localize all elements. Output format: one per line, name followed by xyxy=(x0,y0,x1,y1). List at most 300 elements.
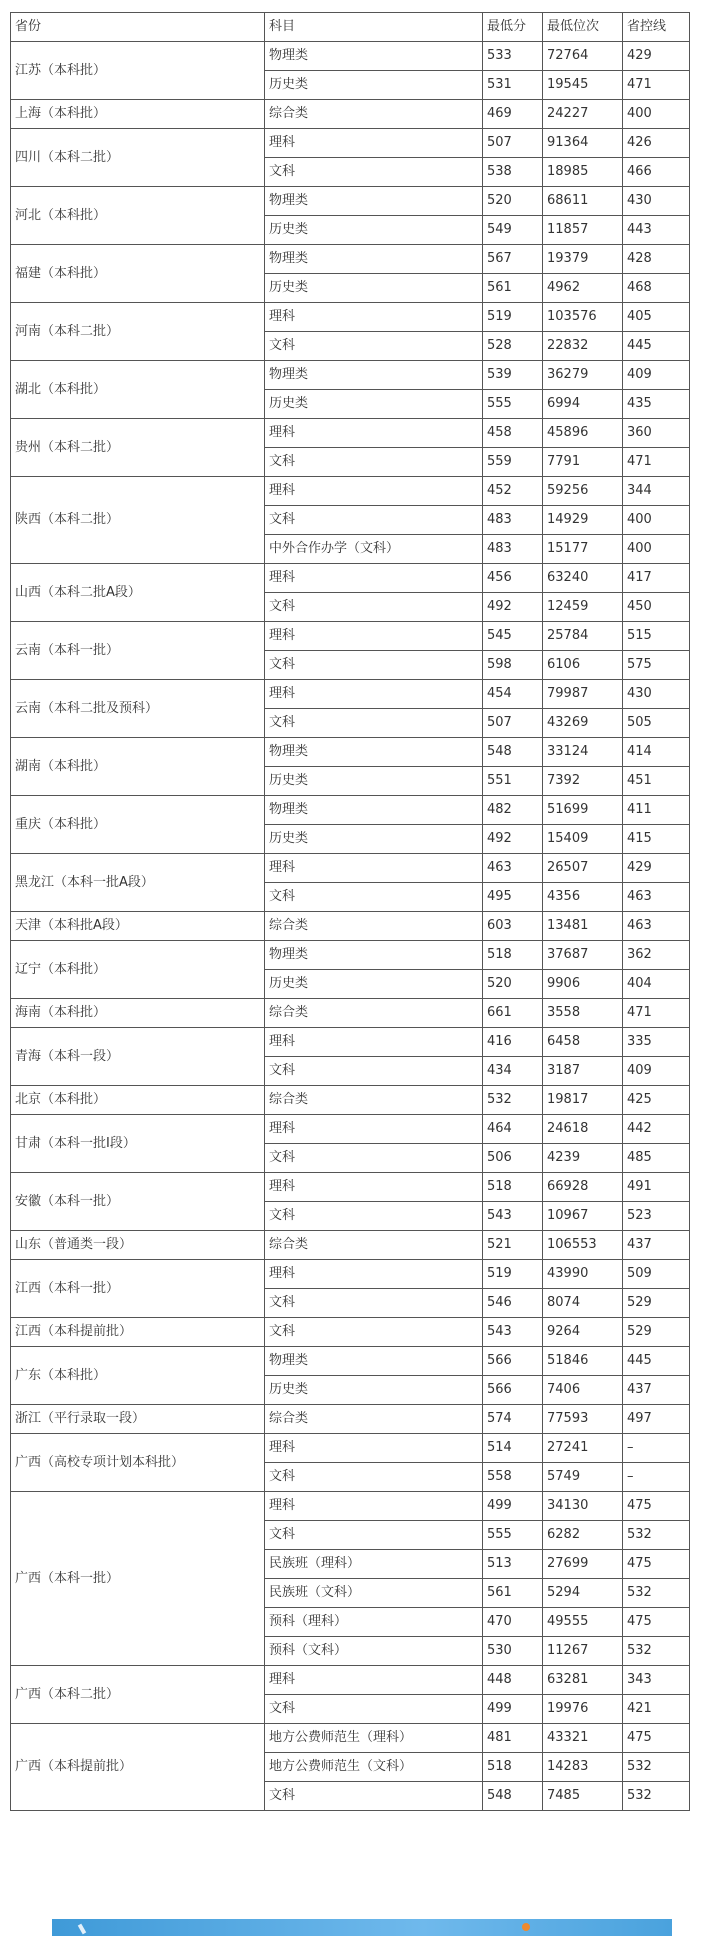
min-score-cell: 518 xyxy=(483,1753,543,1782)
subject-cell: 理科 xyxy=(265,1434,483,1463)
province-cell: 云南（本科二批及预科） xyxy=(11,680,265,738)
table-row xyxy=(11,303,690,332)
subject-cell: 预科（理科） xyxy=(265,1608,483,1637)
min-rank-cell: 43321 xyxy=(543,1724,623,1753)
control-line-cell: 435 xyxy=(623,390,690,419)
min-rank-cell: 45896 xyxy=(543,419,623,448)
min-score-cell: 574 xyxy=(483,1405,543,1434)
min-rank-cell: 11857 xyxy=(543,216,623,245)
min-rank-cell: 103576 xyxy=(543,303,623,332)
control-line-cell: 471 xyxy=(623,999,690,1028)
min-score-cell: 548 xyxy=(483,738,543,767)
min-rank-cell: 6106 xyxy=(543,651,623,680)
province-cell: 重庆（本科批） xyxy=(11,796,265,854)
control-line-cell: 400 xyxy=(623,100,690,129)
subject-cell: 理科 xyxy=(265,1260,483,1289)
min-rank-cell: 51699 xyxy=(543,796,623,825)
subject-cell: 历史类 xyxy=(265,1376,483,1405)
province-cell: 广西（高校专项计划本科批） xyxy=(11,1434,265,1492)
table-row xyxy=(11,796,690,825)
min-rank-cell: 49555 xyxy=(543,1608,623,1637)
control-line-cell: 451 xyxy=(623,767,690,796)
control-line-cell: 414 xyxy=(623,738,690,767)
min-score-cell: 454 xyxy=(483,680,543,709)
control-line-cell: 475 xyxy=(623,1550,690,1579)
min-rank-cell: 18985 xyxy=(543,158,623,187)
min-rank-cell: 19817 xyxy=(543,1086,623,1115)
subject-cell: 理科 xyxy=(265,303,483,332)
province-cell: 福建（本科批） xyxy=(11,245,265,303)
min-rank-cell: 68611 xyxy=(543,187,623,216)
province-cell: 广西（本科提前批） xyxy=(11,1724,265,1811)
min-score-cell: 499 xyxy=(483,1492,543,1521)
subject-cell: 文科 xyxy=(265,1782,483,1811)
min-score-cell: 507 xyxy=(483,129,543,158)
table-row xyxy=(11,1666,690,1695)
subject-cell: 理科 xyxy=(265,129,483,158)
subject-cell: 文科 xyxy=(265,1318,483,1347)
control-line-cell: 429 xyxy=(623,854,690,883)
control-line-cell: 532 xyxy=(623,1579,690,1608)
table-row xyxy=(11,738,690,767)
subject-cell: 理科 xyxy=(265,622,483,651)
control-line-cell: 529 xyxy=(623,1289,690,1318)
subject-cell: 文科 xyxy=(265,1057,483,1086)
min-score-cell: 470 xyxy=(483,1608,543,1637)
min-score-cell: 558 xyxy=(483,1463,543,1492)
subject-cell: 理科 xyxy=(265,1115,483,1144)
subject-cell: 历史类 xyxy=(265,970,483,999)
table-header-row xyxy=(11,13,690,42)
subject-cell: 文科 xyxy=(265,1202,483,1231)
banner-decoration-icon xyxy=(78,1924,86,1935)
min-rank-cell: 63281 xyxy=(543,1666,623,1695)
subject-cell: 理科 xyxy=(265,1173,483,1202)
province-cell: 江西（本科提前批） xyxy=(11,1318,265,1347)
table-row xyxy=(11,1492,690,1521)
min-score-cell: 528 xyxy=(483,332,543,361)
min-rank-cell: 19379 xyxy=(543,245,623,274)
control-line-cell: 404 xyxy=(623,970,690,999)
min-rank-cell: 43269 xyxy=(543,709,623,738)
min-score-cell: 483 xyxy=(483,506,543,535)
subject-cell: 物理类 xyxy=(265,42,483,71)
control-line-cell: 445 xyxy=(623,1347,690,1376)
subject-cell: 文科 xyxy=(265,709,483,738)
control-line-cell: 475 xyxy=(623,1608,690,1637)
min-rank-cell: 5294 xyxy=(543,1579,623,1608)
province-cell: 黑龙江（本科一批A段） xyxy=(11,854,265,912)
min-score-cell: 531 xyxy=(483,71,543,100)
min-rank-cell: 36279 xyxy=(543,361,623,390)
min-rank-cell: 27241 xyxy=(543,1434,623,1463)
table-row xyxy=(11,1318,690,1347)
min-rank-cell: 8074 xyxy=(543,1289,623,1318)
min-rank-cell: 6994 xyxy=(543,390,623,419)
min-score-cell: 519 xyxy=(483,303,543,332)
min-score-cell: 513 xyxy=(483,1550,543,1579)
subject-cell: 文科 xyxy=(265,651,483,680)
table-row xyxy=(11,1115,690,1144)
control-line-cell: 532 xyxy=(623,1521,690,1550)
subject-cell: 历史类 xyxy=(265,71,483,100)
province-cell: 青海（本科一段） xyxy=(11,1028,265,1086)
control-line-cell: 428 xyxy=(623,245,690,274)
min-rank-cell: 19976 xyxy=(543,1695,623,1724)
table-row xyxy=(11,1028,690,1057)
province-cell: 海南（本科批） xyxy=(11,999,265,1028)
min-score-cell: 448 xyxy=(483,1666,543,1695)
control-line-cell: 485 xyxy=(623,1144,690,1173)
min-rank-cell: 5749 xyxy=(543,1463,623,1492)
control-line-cell: 450 xyxy=(623,593,690,622)
control-line-cell: 443 xyxy=(623,216,690,245)
subject-cell: 理科 xyxy=(265,1666,483,1695)
control-line-cell: 497 xyxy=(623,1405,690,1434)
table-row xyxy=(11,100,690,129)
min-rank-cell: 13481 xyxy=(543,912,623,941)
subject-cell: 理科 xyxy=(265,854,483,883)
min-rank-cell: 7392 xyxy=(543,767,623,796)
province-cell: 安徽（本科一批） xyxy=(11,1173,265,1231)
min-rank-cell: 9906 xyxy=(543,970,623,999)
min-score-cell: 458 xyxy=(483,419,543,448)
header-min-rank: 最低位次 xyxy=(543,13,623,42)
subject-cell: 文科 xyxy=(265,158,483,187)
min-score-cell: 495 xyxy=(483,883,543,912)
min-score-cell: 506 xyxy=(483,1144,543,1173)
min-rank-cell: 24227 xyxy=(543,100,623,129)
min-rank-cell: 106553 xyxy=(543,1231,623,1260)
control-line-cell: 335 xyxy=(623,1028,690,1057)
province-cell: 天津（本科批A段） xyxy=(11,912,265,941)
subject-cell: 物理类 xyxy=(265,1347,483,1376)
control-line-cell: 409 xyxy=(623,1057,690,1086)
min-rank-cell: 14929 xyxy=(543,506,623,535)
min-score-cell: 598 xyxy=(483,651,543,680)
subject-cell: 文科 xyxy=(265,883,483,912)
min-rank-cell: 25784 xyxy=(543,622,623,651)
control-line-cell: 509 xyxy=(623,1260,690,1289)
min-rank-cell: 66928 xyxy=(543,1173,623,1202)
subject-cell: 物理类 xyxy=(265,245,483,274)
min-rank-cell: 15177 xyxy=(543,535,623,564)
province-cell: 贵州（本科二批） xyxy=(11,419,265,477)
control-line-cell: 466 xyxy=(623,158,690,187)
control-line-cell: 523 xyxy=(623,1202,690,1231)
min-score-cell: 546 xyxy=(483,1289,543,1318)
control-line-cell: 463 xyxy=(623,912,690,941)
province-cell: 湖北（本科批） xyxy=(11,361,265,419)
subject-cell: 理科 xyxy=(265,419,483,448)
province-cell: 江西（本科一批） xyxy=(11,1260,265,1318)
province-cell: 广东（本科批） xyxy=(11,1347,265,1405)
subject-cell: 文科 xyxy=(265,448,483,477)
control-line-cell: 468 xyxy=(623,274,690,303)
banner-dot-icon xyxy=(522,1923,530,1931)
min-rank-cell: 26507 xyxy=(543,854,623,883)
control-line-cell: 343 xyxy=(623,1666,690,1695)
control-line-cell: 421 xyxy=(623,1695,690,1724)
min-score-cell: 533 xyxy=(483,42,543,71)
control-line-cell: 405 xyxy=(623,303,690,332)
control-line-cell: 475 xyxy=(623,1492,690,1521)
subject-cell: 文科 xyxy=(265,593,483,622)
control-line-cell: 532 xyxy=(623,1637,690,1666)
province-cell: 湖南（本科批） xyxy=(11,738,265,796)
min-rank-cell: 63240 xyxy=(543,564,623,593)
table-row xyxy=(11,999,690,1028)
subject-cell: 文科 xyxy=(265,1144,483,1173)
control-line-cell: 430 xyxy=(623,187,690,216)
control-line-cell: 430 xyxy=(623,680,690,709)
min-rank-cell: 72764 xyxy=(543,42,623,71)
min-score-cell: 492 xyxy=(483,593,543,622)
min-score-cell: 539 xyxy=(483,361,543,390)
table-row xyxy=(11,1434,690,1463)
min-rank-cell: 11267 xyxy=(543,1637,623,1666)
subject-cell: 理科 xyxy=(265,680,483,709)
min-rank-cell: 10967 xyxy=(543,1202,623,1231)
min-score-cell: 567 xyxy=(483,245,543,274)
control-line-cell: 362 xyxy=(623,941,690,970)
table-row xyxy=(11,912,690,941)
min-rank-cell: 6282 xyxy=(543,1521,623,1550)
table-row xyxy=(11,187,690,216)
min-rank-cell: 51846 xyxy=(543,1347,623,1376)
subject-cell: 理科 xyxy=(265,1028,483,1057)
province-cell: 云南（本科一批） xyxy=(11,622,265,680)
table-row xyxy=(11,477,690,506)
table-row xyxy=(11,419,690,448)
min-score-cell: 520 xyxy=(483,970,543,999)
control-line-cell: 360 xyxy=(623,419,690,448)
subject-cell: 预科（文科） xyxy=(265,1637,483,1666)
admission-score-table xyxy=(10,12,690,1811)
min-score-cell: 463 xyxy=(483,854,543,883)
header-subject: 科目 xyxy=(265,13,483,42)
table-body xyxy=(11,42,690,1811)
province-cell: 广西（本科一批） xyxy=(11,1492,265,1666)
table-row xyxy=(11,622,690,651)
min-rank-cell: 4962 xyxy=(543,274,623,303)
province-cell: 河南（本科二批） xyxy=(11,303,265,361)
table-row xyxy=(11,1405,690,1434)
subject-cell: 中外合作办学（文科） xyxy=(265,535,483,564)
subject-cell: 物理类 xyxy=(265,796,483,825)
min-rank-cell: 77593 xyxy=(543,1405,623,1434)
subject-cell: 理科 xyxy=(265,477,483,506)
min-score-cell: 545 xyxy=(483,622,543,651)
min-score-cell: 507 xyxy=(483,709,543,738)
table-row xyxy=(11,1347,690,1376)
control-line-cell: 475 xyxy=(623,1724,690,1753)
subject-cell: 地方公费师范生（理科） xyxy=(265,1724,483,1753)
min-score-cell: 538 xyxy=(483,158,543,187)
province-cell: 广西（本科二批） xyxy=(11,1666,265,1724)
min-score-cell: 434 xyxy=(483,1057,543,1086)
min-score-cell: 566 xyxy=(483,1347,543,1376)
province-cell: 四川（本科二批） xyxy=(11,129,265,187)
min-rank-cell: 27699 xyxy=(543,1550,623,1579)
control-line-cell: 471 xyxy=(623,448,690,477)
province-cell: 北京（本科批） xyxy=(11,1086,265,1115)
province-cell: 山西（本科二批A段） xyxy=(11,564,265,622)
min-rank-cell: 24618 xyxy=(543,1115,623,1144)
min-score-cell: 603 xyxy=(483,912,543,941)
min-score-cell: 499 xyxy=(483,1695,543,1724)
min-score-cell: 518 xyxy=(483,941,543,970)
min-rank-cell: 6458 xyxy=(543,1028,623,1057)
table-row xyxy=(11,564,690,593)
min-score-cell: 551 xyxy=(483,767,543,796)
table-row xyxy=(11,1260,690,1289)
min-rank-cell: 3187 xyxy=(543,1057,623,1086)
min-score-cell: 561 xyxy=(483,1579,543,1608)
min-rank-cell: 59256 xyxy=(543,477,623,506)
min-rank-cell: 14283 xyxy=(543,1753,623,1782)
subject-cell: 综合类 xyxy=(265,1086,483,1115)
table-row xyxy=(11,1173,690,1202)
province-cell: 上海（本科批） xyxy=(11,100,265,129)
control-line-cell: 344 xyxy=(623,477,690,506)
min-rank-cell: 79987 xyxy=(543,680,623,709)
control-line-cell: 491 xyxy=(623,1173,690,1202)
subject-cell: 历史类 xyxy=(265,390,483,419)
control-line-cell: 400 xyxy=(623,506,690,535)
table-row xyxy=(11,1086,690,1115)
subject-cell: 历史类 xyxy=(265,825,483,854)
min-score-cell: 482 xyxy=(483,796,543,825)
control-line-cell: 471 xyxy=(623,71,690,100)
header-province: 省份 xyxy=(11,13,265,42)
min-rank-cell: 3558 xyxy=(543,999,623,1028)
control-line-cell: 429 xyxy=(623,42,690,71)
subject-cell: 综合类 xyxy=(265,912,483,941)
subject-cell: 综合类 xyxy=(265,999,483,1028)
min-rank-cell: 34130 xyxy=(543,1492,623,1521)
control-line-cell: 415 xyxy=(623,825,690,854)
min-rank-cell: 12459 xyxy=(543,593,623,622)
min-rank-cell: 7791 xyxy=(543,448,623,477)
subject-cell: 理科 xyxy=(265,564,483,593)
subject-cell: 理科 xyxy=(265,1492,483,1521)
subject-cell: 物理类 xyxy=(265,738,483,767)
min-score-cell: 548 xyxy=(483,1782,543,1811)
subject-cell: 物理类 xyxy=(265,941,483,970)
min-score-cell: 492 xyxy=(483,825,543,854)
min-rank-cell: 9264 xyxy=(543,1318,623,1347)
subject-cell: 文科 xyxy=(265,1521,483,1550)
control-line-cell: 417 xyxy=(623,564,690,593)
min-score-cell: 456 xyxy=(483,564,543,593)
table-row xyxy=(11,680,690,709)
province-cell: 江苏（本科批） xyxy=(11,42,265,100)
min-rank-cell: 43990 xyxy=(543,1260,623,1289)
control-line-cell: 529 xyxy=(623,1318,690,1347)
table-row xyxy=(11,129,690,158)
min-rank-cell: 7485 xyxy=(543,1782,623,1811)
control-line-cell: 442 xyxy=(623,1115,690,1144)
control-line-cell: 437 xyxy=(623,1376,690,1405)
subject-cell: 物理类 xyxy=(265,361,483,390)
min-score-cell: 566 xyxy=(483,1376,543,1405)
province-cell: 山东（普通类一段） xyxy=(11,1231,265,1260)
subject-cell: 文科 xyxy=(265,1289,483,1318)
control-line-cell: 437 xyxy=(623,1231,690,1260)
min-score-cell: 532 xyxy=(483,1086,543,1115)
subject-cell: 物理类 xyxy=(265,187,483,216)
subject-cell: 文科 xyxy=(265,1695,483,1724)
min-score-cell: 514 xyxy=(483,1434,543,1463)
min-score-cell: 520 xyxy=(483,187,543,216)
min-rank-cell: 22832 xyxy=(543,332,623,361)
header-min-score: 最低分 xyxy=(483,13,543,42)
province-cell: 甘肃（本科一批I段） xyxy=(11,1115,265,1173)
min-score-cell: 518 xyxy=(483,1173,543,1202)
subject-cell: 综合类 xyxy=(265,100,483,129)
min-score-cell: 521 xyxy=(483,1231,543,1260)
province-cell: 陕西（本科二批） xyxy=(11,477,265,564)
table-row xyxy=(11,42,690,71)
min-score-cell: 543 xyxy=(483,1318,543,1347)
min-score-cell: 543 xyxy=(483,1202,543,1231)
min-rank-cell: 37687 xyxy=(543,941,623,970)
min-score-cell: 464 xyxy=(483,1115,543,1144)
min-score-cell: 483 xyxy=(483,535,543,564)
min-score-cell: 469 xyxy=(483,100,543,129)
min-score-cell: 561 xyxy=(483,274,543,303)
min-rank-cell: 15409 xyxy=(543,825,623,854)
min-score-cell: 549 xyxy=(483,216,543,245)
control-line-cell: 445 xyxy=(623,332,690,361)
control-line-cell: – xyxy=(623,1463,690,1492)
min-rank-cell: 4239 xyxy=(543,1144,623,1173)
min-score-cell: 530 xyxy=(483,1637,543,1666)
subject-cell: 民族班（文科） xyxy=(265,1579,483,1608)
control-line-cell: 532 xyxy=(623,1782,690,1811)
table-row xyxy=(11,941,690,970)
control-line-cell: 463 xyxy=(623,883,690,912)
control-line-cell: 532 xyxy=(623,1753,690,1782)
subject-cell: 文科 xyxy=(265,506,483,535)
subject-cell: 文科 xyxy=(265,332,483,361)
control-line-cell: 411 xyxy=(623,796,690,825)
table-row xyxy=(11,1724,690,1753)
province-cell: 浙江（平行录取一段） xyxy=(11,1405,265,1434)
min-score-cell: 452 xyxy=(483,477,543,506)
subject-cell: 综合类 xyxy=(265,1231,483,1260)
subject-cell: 文科 xyxy=(265,1463,483,1492)
min-score-cell: 661 xyxy=(483,999,543,1028)
control-line-cell: 409 xyxy=(623,361,690,390)
control-line-cell: 575 xyxy=(623,651,690,680)
min-score-cell: 481 xyxy=(483,1724,543,1753)
header-control-line: 省控线 xyxy=(623,13,690,42)
min-rank-cell: 91364 xyxy=(543,129,623,158)
min-score-cell: 555 xyxy=(483,390,543,419)
control-line-cell: – xyxy=(623,1434,690,1463)
min-rank-cell: 33124 xyxy=(543,738,623,767)
province-cell: 辽宁（本科批） xyxy=(11,941,265,999)
subject-cell: 历史类 xyxy=(265,274,483,303)
min-score-cell: 559 xyxy=(483,448,543,477)
province-cell: 河北（本科批） xyxy=(11,187,265,245)
min-rank-cell: 4356 xyxy=(543,883,623,912)
control-line-cell: 426 xyxy=(623,129,690,158)
subject-cell: 综合类 xyxy=(265,1405,483,1434)
min-rank-cell: 7406 xyxy=(543,1376,623,1405)
